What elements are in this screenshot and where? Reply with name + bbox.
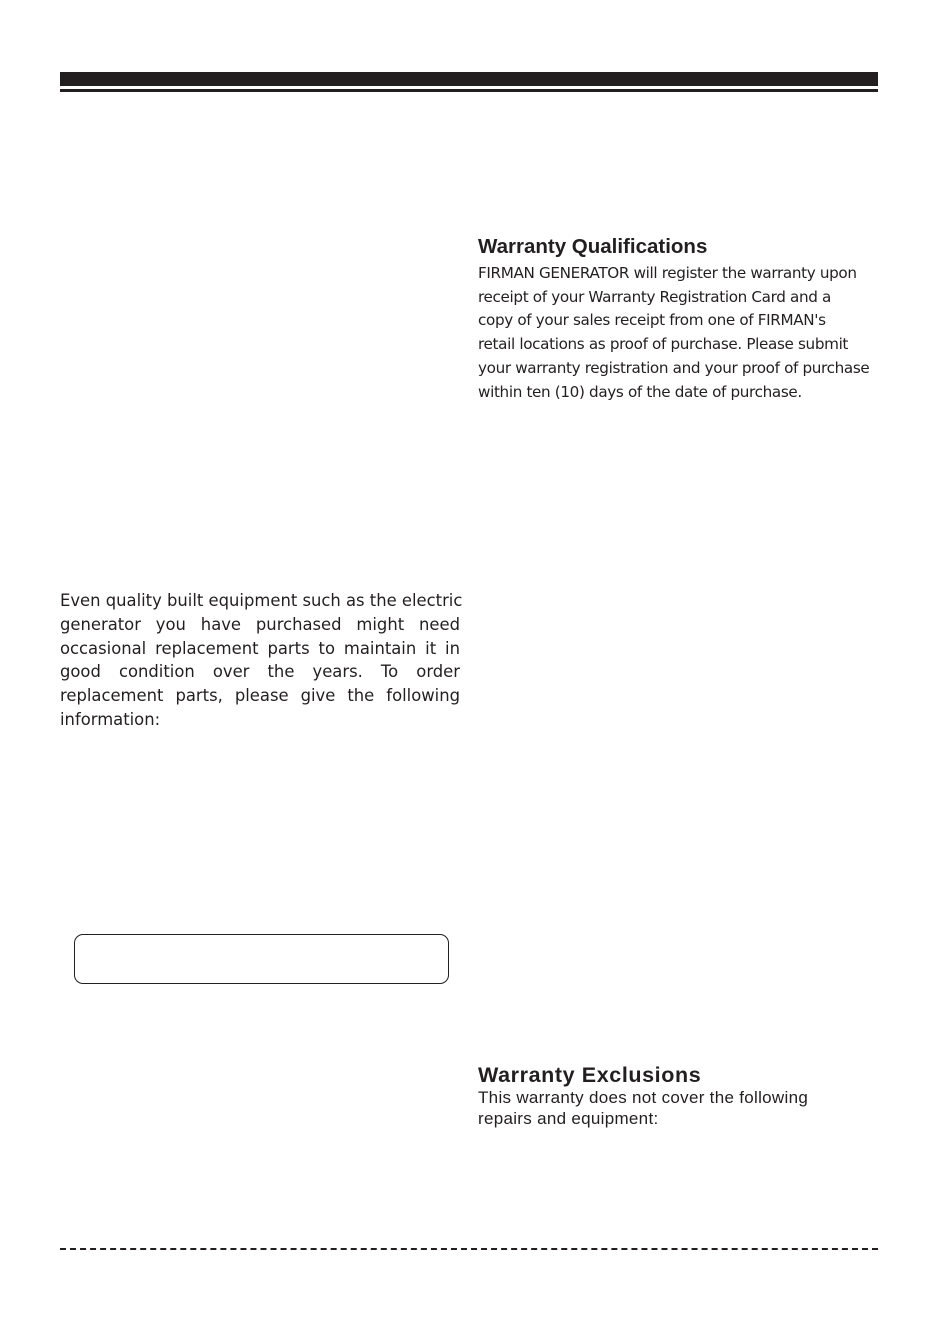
header-rule-thick — [60, 72, 878, 86]
rounded-empty-box — [74, 934, 449, 984]
paragraph-line: Even quality built equipment such as the electric — [60, 591, 463, 610]
paragraph-line: generator you have purchased might need — [60, 614, 460, 634]
warranty-qualifications-text — [478, 262, 880, 404]
warranty-qualifications-heading: Warranty Qualifications — [478, 235, 708, 258]
paragraph-line: repairs and equipment: — [478, 1109, 659, 1128]
paragraph-line: FIRMAN GENERATOR will register the warranty upon — [478, 264, 857, 282]
replacement-parts-text — [60, 589, 463, 732]
paragraph-line: within ten (10) days of the date of purchase. — [478, 382, 802, 401]
paragraph-line: your warranty registration and your proof of purchase — [478, 358, 870, 377]
paragraph-line: This warranty does not cover the following — [478, 1088, 809, 1107]
paragraph-line: replacement parts, please give the following — [60, 686, 460, 706]
paragraph-line: receipt of your Warranty Registration Card and a — [478, 287, 831, 306]
paragraph-line: good condition over the years. To order — [60, 662, 460, 682]
paragraph-line: information: — [60, 709, 161, 729]
footer-dashed-rule — [60, 1248, 878, 1250]
warranty-exclusions-heading: Warranty Exclusions — [478, 1063, 702, 1087]
paragraph-line: retail locations as proof of purchase. Please submit — [478, 335, 849, 354]
paragraph-line: occasional replacement parts to maintain it in — [60, 638, 460, 658]
header-rule-thin — [60, 89, 878, 92]
paragraph-line: copy of your sales receipt from one of FIRMAN's — [478, 311, 826, 330]
warranty-exclusions-text — [478, 1087, 878, 1129]
